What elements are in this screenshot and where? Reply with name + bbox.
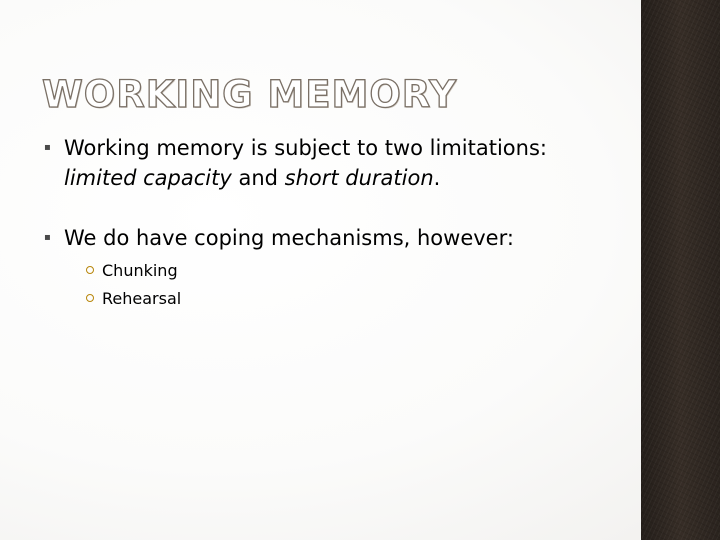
sub-bullet-list — [64, 257, 604, 313]
bullet-text-part: and — [231, 166, 285, 190]
bullet-text-emphasis: short duration — [284, 166, 434, 190]
sub-bullet-text: Chunking — [102, 261, 178, 280]
hollow-circle-icon — [86, 266, 94, 274]
bullet-text: We do have coping mechanisms, however: — [64, 226, 514, 250]
bullet-text-part: . — [433, 166, 441, 190]
sub-bullet-item — [64, 257, 604, 285]
sub-bullet-item — [64, 285, 604, 313]
slide-title: WORKING MEMORY — [42, 73, 458, 116]
small-square-icon: ▪ — [44, 232, 51, 243]
hollow-circle-icon — [86, 294, 94, 302]
bullet-list — [44, 133, 604, 313]
bullet-text-part: Working memory is subject to two limitations: — [64, 136, 547, 160]
bullet-text — [64, 136, 547, 190]
small-square-icon: ▪ — [44, 142, 51, 153]
bullet-item — [44, 223, 604, 313]
decorative-side-panel — [641, 0, 720, 540]
sub-bullet-text: Rehearsal — [102, 289, 182, 308]
bullet-text-emphasis: limited capacity — [64, 166, 232, 190]
bullet-item — [44, 133, 604, 193]
